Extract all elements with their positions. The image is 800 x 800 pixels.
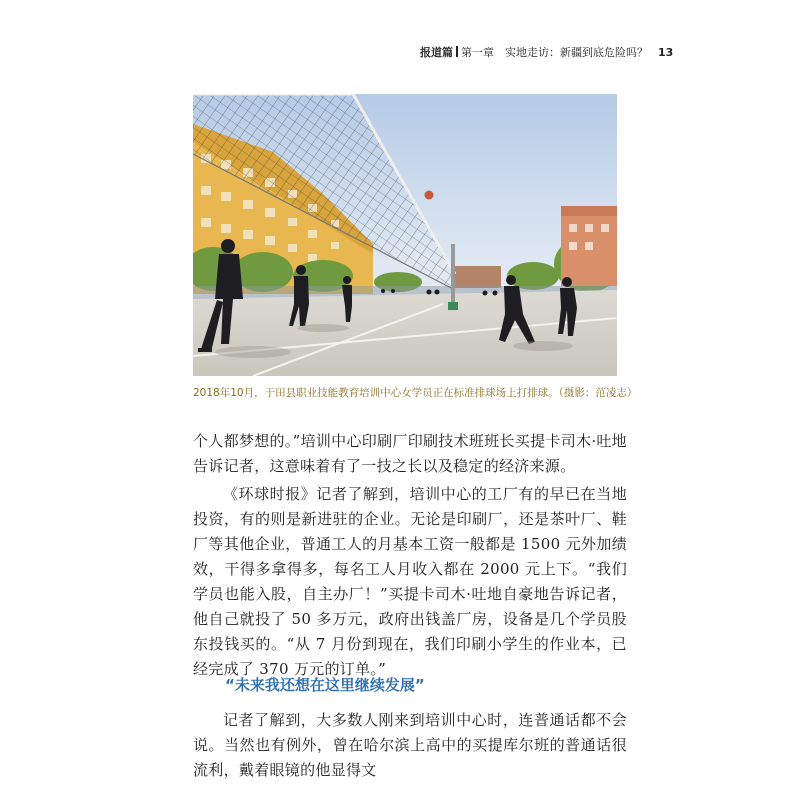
running-header [420, 44, 674, 62]
section-title: 报道篇 [420, 46, 453, 59]
page-number: 13 [658, 46, 674, 59]
volleyball-photo [193, 94, 617, 376]
paragraph-2: 《环球时报》记者了解到，培训中心的工厂有的早已在当地投资，有的则是新进驻的企业。无论是印刷厂，还是茶叶厂、鞋厂等其他企业，普通工人的月基本工资一般都是 1500 元外加绩效，干得多拿得多，每名工人月收入都在 2000 元上下。“我们学员也能入股，自主办厂！”买提卡司木·吐地自豪地告诉记者，他自己就投了 50 多万元，政府出钱盖厂房，设备是几个学员股东投钱买的。“从 7 月份到现在，我们印刷小学生的作业本，已经完成了 370 万元的订单。” [193, 485, 627, 678]
subheading: “未来我还想在这里继续发展” [225, 676, 425, 694]
photo-caption: 2018年10月，于田县职业技能教育培训中心女学员正在标准排球场上打排球。（摄影：范凌志） [193, 387, 638, 399]
paragraph-3: 记者了解到，大多数人刚来到培训中心时，连普通话都不会说。当然也有例外，曾在哈尔滨上高中的买提库尔班的普通话很流利，戴着眼镜的他显得文 [193, 711, 627, 779]
chapter-title: 第一章 实地走访：新疆到底危险吗？ [461, 46, 648, 59]
header-divider [456, 46, 458, 57]
court [193, 290, 617, 376]
volleyball [425, 191, 434, 200]
paragraph-1: 个人都梦想的。”培训中心印刷厂印刷技术班班长买提卡司木·吐地告诉记者，这意味着有了一技之长以及稳定的经济来源。 [193, 432, 627, 475]
